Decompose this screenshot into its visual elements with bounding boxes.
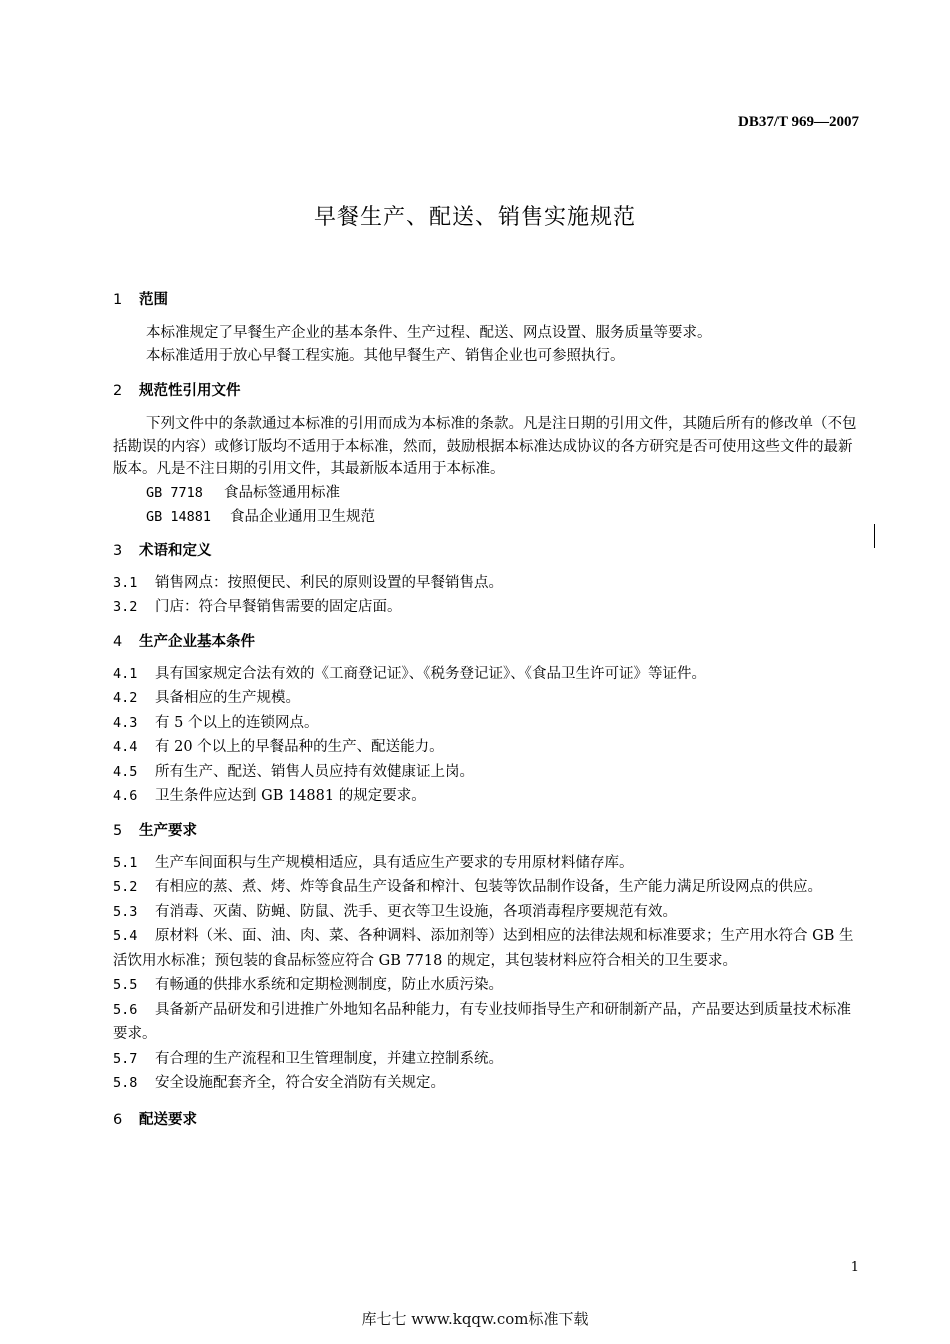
reference-code: GB 14881 bbox=[146, 508, 212, 525]
section-number: 5 bbox=[113, 822, 123, 839]
clause bbox=[113, 1047, 860, 1072]
clause bbox=[113, 662, 860, 687]
clause-number: 5.6 bbox=[113, 1001, 138, 1018]
clause-text: 具备新产品研发和引进推广外地知名品种能力，有专业技师指导生产和研制新产品，产品要达到质量技术标准要求。 bbox=[113, 1001, 851, 1042]
clause bbox=[113, 735, 860, 760]
clause-text: 有 20 个以上的早餐品种的生产、配送能力。 bbox=[155, 739, 444, 755]
reference-title: 食品企业通用卫生规范 bbox=[230, 508, 375, 525]
section-title: 配送要求 bbox=[139, 1111, 197, 1128]
clause-number: 5.2 bbox=[113, 879, 138, 895]
section-1-heading bbox=[113, 288, 860, 312]
clause bbox=[113, 784, 860, 809]
reference-item bbox=[113, 505, 860, 529]
clause-text: 卫生条件应达到 GB 14881 的规定要求。 bbox=[155, 788, 426, 804]
section-title: 规范性引用文件 bbox=[139, 383, 241, 399]
clause-number: 5.5 bbox=[113, 977, 138, 993]
reference-title: 食品标签通用标准 bbox=[224, 484, 340, 501]
clause-number: 3.1 bbox=[113, 574, 138, 591]
clause-number: 5.1 bbox=[113, 854, 138, 871]
clause-text: 有消毒、灭菌、防蝇、防鼠、洗手、更衣等卫生设施，各项消毒程序要规范有效。 bbox=[155, 903, 677, 920]
clause-text: 有 5 个以上的连锁网点。 bbox=[155, 714, 319, 731]
reference-code: GB 7718 bbox=[146, 484, 203, 501]
clause-number: 4.2 bbox=[113, 690, 138, 706]
clause-text: 具备相应的生产规模。 bbox=[155, 690, 300, 706]
section-5-heading bbox=[113, 819, 860, 843]
clause-text: 所有生产、配送、销售人员应持有效健康证上岗。 bbox=[155, 763, 474, 780]
clause-text: 安全设施配套齐全，符合安全消防有关规定。 bbox=[155, 1075, 445, 1091]
clause bbox=[113, 711, 860, 736]
clause-number: 4.5 bbox=[113, 763, 138, 780]
section-number: 2 bbox=[113, 383, 123, 399]
section-3-heading bbox=[113, 539, 860, 563]
section-6-heading bbox=[113, 1108, 860, 1132]
section-title: 生产企业基本条件 bbox=[139, 633, 255, 650]
clause bbox=[113, 571, 860, 596]
paragraph: 本标准适用于放心早餐工程实施。其他早餐生产、销售企业也可参照执行。 bbox=[146, 347, 625, 364]
clause bbox=[113, 686, 860, 711]
clause-text: 有相应的蒸、煮、烤、炸等食品生产设备和榨汁、包装等饮品制作设备，生产能力满足所设网点的供应。 bbox=[155, 879, 822, 895]
section-number: 4 bbox=[113, 633, 123, 650]
clause-text: 有合理的生产流程和卫生管理制度，并建立控制系统。 bbox=[155, 1050, 503, 1067]
clause-number: 4.4 bbox=[113, 739, 138, 755]
clause bbox=[113, 595, 860, 620]
clause bbox=[113, 900, 860, 925]
section-4-heading bbox=[113, 630, 860, 654]
clause-number: 4.3 bbox=[113, 714, 138, 731]
section-number: 3 bbox=[113, 542, 123, 559]
clause-text: 具有国家规定合法有效的《工商登记证》、《税务登记证》、《食品卫生许可证》等证件。 bbox=[155, 665, 706, 682]
document-title: 早餐生产、配送、销售实施规范 bbox=[313, 205, 636, 230]
clause bbox=[113, 875, 860, 900]
clause-text: 生产车间面积与生产规模相适应，具有适应生产要求的专用原材料储存库。 bbox=[155, 854, 634, 871]
clause-number: 5.4 bbox=[113, 928, 138, 944]
text-cursor bbox=[874, 524, 875, 548]
page-number: 1 bbox=[850, 1260, 859, 1275]
clause bbox=[113, 851, 860, 876]
clause-number: 5.8 bbox=[113, 1075, 138, 1091]
clause-number: 5.3 bbox=[113, 903, 138, 920]
section-number: 6 bbox=[113, 1111, 123, 1128]
clause bbox=[113, 998, 860, 1047]
footer-watermark: 库七七 www.kqqw.com标准下载 bbox=[361, 1310, 589, 1328]
clause bbox=[113, 1071, 860, 1096]
clause-number: 5.7 bbox=[113, 1050, 138, 1067]
clause-text: 门店：符合早餐销售需要的固定店面。 bbox=[155, 599, 402, 615]
section-title: 术语和定义 bbox=[139, 542, 212, 559]
clause bbox=[113, 924, 860, 973]
clause-text: 有畅通的供排水系统和定期检测制度，防止水质污染。 bbox=[155, 977, 503, 993]
section-number: 1 bbox=[113, 292, 123, 308]
standard-code: DB37/T 969—2007 bbox=[738, 114, 859, 130]
section-2-heading bbox=[113, 379, 860, 403]
clause bbox=[113, 973, 860, 998]
clause-text: 原材料（米、面、油、肉、菜、各种调料、添加剂等）达到相应的法律法规和标准要求；生产用水符合 GB 生活饮用水标准；预包装的食品标签应符合 GB 7718 的规定，其包装材料应符合相关的卫生要求。 bbox=[113, 928, 854, 969]
clause bbox=[113, 760, 860, 785]
paragraph: 本标准规定了早餐生产企业的基本条件、生产过程、配送、网点设置、服务质量等要求。 bbox=[146, 325, 712, 341]
section-title: 生产要求 bbox=[139, 822, 197, 839]
reference-item bbox=[113, 481, 860, 505]
section-title: 范围 bbox=[139, 292, 168, 308]
clause-number: 4.6 bbox=[113, 788, 138, 804]
clause-number: 3.2 bbox=[113, 599, 138, 615]
paragraph: 下列文件中的条款通过本标准的引用而成为本标准的条款。凡是注日期的引用文件，其随后所有的修改单（不包括勘误的内容）或修订版均不适用于本标准，然而，鼓励根据本标准达成协议的各方研究是否可使用这些文件的最新版本。凡是不注日期的引用文件，其最新版本适用于本标准。 bbox=[113, 416, 857, 477]
clause-text: 销售网点：按照便民、利民的原则设置的早餐销售点。 bbox=[155, 574, 503, 591]
document-body bbox=[113, 288, 860, 1132]
clause-number: 4.1 bbox=[113, 665, 138, 682]
